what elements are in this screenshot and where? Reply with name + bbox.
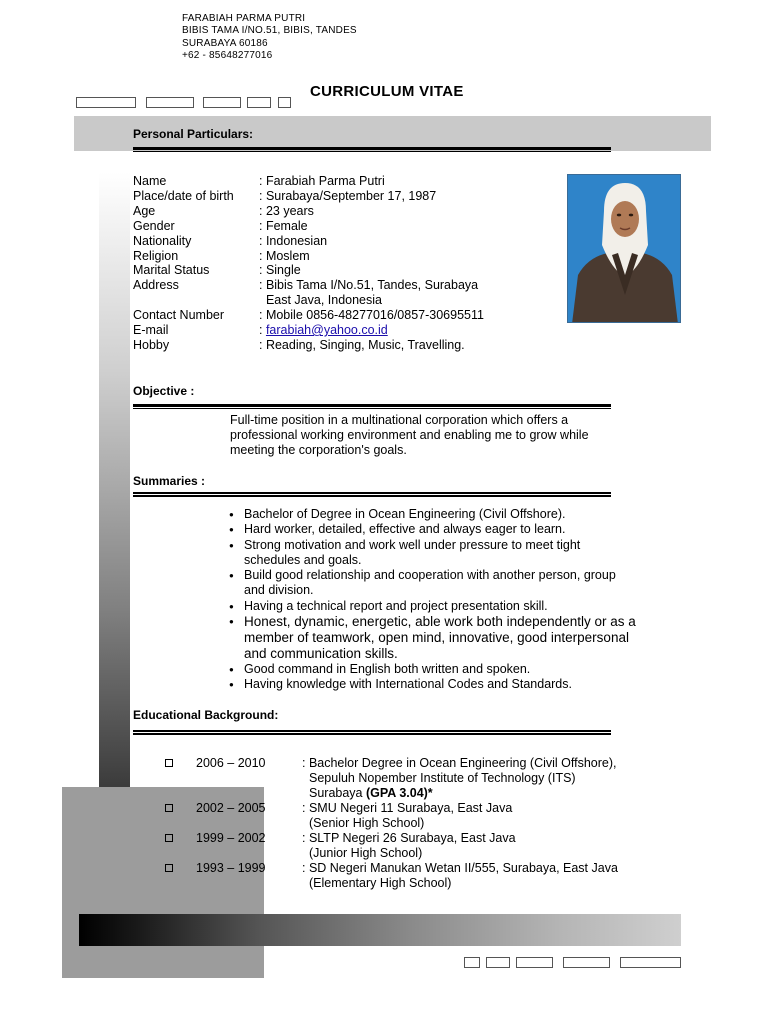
portrait-illustration: [568, 175, 681, 323]
decorative-box: [203, 97, 241, 108]
decorative-box: [464, 957, 480, 968]
detail-value: East Java, Indonesia: [259, 293, 382, 308]
detail-value: : Bibis Tama I/No.51, Tandes, Surabaya: [259, 278, 479, 293]
education-line: (Elementary High School): [309, 876, 452, 890]
education-detail: [302, 861, 642, 891]
detail-value: [259, 323, 388, 338]
detail-value: : Female: [259, 218, 308, 233]
address-line: BIBIS TAMA I/NO.51, BIBIS, TANDES: [182, 25, 357, 37]
address-line: FARABIAH PARMA PUTRI: [182, 13, 306, 24]
education-line: (Senior High School): [309, 816, 425, 830]
detail-row: [133, 174, 484, 189]
summary-item: ● Build good relationship and cooperation with another person, group and division.: [228, 568, 639, 599]
objective-section-title: Objective :: [133, 384, 195, 398]
decorative-box: [516, 957, 553, 968]
square-bullet-icon: [165, 801, 196, 831]
decorative-box: [76, 97, 136, 108]
detail-row: [133, 308, 484, 323]
summary-item: ● Hard worker, detailed, effective and always eager to learn.: [228, 522, 648, 537]
detail-row: [133, 234, 484, 249]
decorative-box: [620, 957, 681, 968]
detail-value: : Reading, Singing, Music, Travelling.: [259, 337, 465, 352]
detail-label: Age: [133, 203, 156, 218]
detail-row: [133, 263, 484, 278]
personal-details: [133, 174, 484, 353]
profile-photo: [567, 174, 681, 323]
decorative-box: [146, 97, 194, 108]
decorative-box: [278, 97, 291, 108]
summary-item: ● Bachelor of Degree in Ocean Engineering (Civil Offshore).: [228, 507, 648, 522]
education-line: : Bachelor Degree in Ocean Engineering (Civil Offshore),: [302, 756, 617, 770]
decorative-box: [247, 97, 271, 108]
detail-row: [133, 323, 484, 338]
email-link[interactable]: farabiah@yahoo.co.id: [265, 323, 388, 338]
horizontal-gradient-bar: [79, 914, 681, 946]
detail-value: : Mobile 0856-48277016/0857-30695511: [259, 308, 484, 323]
square-bullet-icon: [165, 831, 196, 861]
objective-text: [230, 413, 620, 458]
section-rule: [133, 730, 611, 735]
education-years: 1993 – 1999: [196, 861, 266, 875]
header-address: [182, 13, 357, 63]
education-line: : SLTP Negeri 26 Surabaya, East Java: [302, 831, 516, 845]
detail-row: [133, 249, 484, 264]
personal-section-title: Personal Particulars:: [133, 127, 254, 141]
summary-item: ● Honest, dynamic, energetic, able work both independently or as a member of teamwork, open mind, innovative, good interpersonal and communication skills.: [228, 614, 648, 662]
education-detail: [302, 831, 642, 861]
detail-label: Gender: [133, 218, 175, 233]
decorative-box: [486, 957, 510, 968]
detail-label: Religion: [133, 248, 179, 263]
education-line: : SD Negeri Manukan Wetan II/555, Surabaya, East Java: [302, 861, 618, 875]
square-bullet-icon: [165, 756, 196, 801]
address-line: SURABAYA 60186: [182, 37, 268, 49]
detail-value: : Single: [259, 263, 301, 278]
education-detail: [302, 801, 642, 831]
detail-label: Nationality: [133, 233, 192, 248]
detail-label: Place/date of birth: [133, 188, 234, 203]
section-rule: [133, 147, 611, 152]
summary-item: ● Strong motivation and work well under pressure to meet tight schedules and goals.: [228, 538, 594, 569]
education-detail: [302, 756, 642, 801]
detail-label: Marital Status: [133, 263, 210, 278]
objective-line: Full-time position in a multinational corporation which offers a: [230, 413, 569, 427]
detail-row: [133, 338, 484, 353]
summaries-list: [228, 507, 648, 693]
detail-value: : 23 years: [259, 203, 314, 218]
detail-value: : Surabaya/September 17, 1987: [259, 188, 437, 203]
summaries-section-title: Summaries :: [133, 474, 206, 488]
education-years: 2006 – 2010: [196, 756, 266, 770]
detail-row: [133, 219, 484, 234]
section-rule: [133, 404, 611, 409]
detail-label: [133, 293, 259, 308]
detail-label: Hobby: [133, 337, 170, 352]
summary-item: ● Having a technical report and project presentation skill.: [228, 599, 648, 614]
square-bullet-icon: [165, 861, 196, 891]
detail-row: [133, 278, 484, 293]
section-rule: [133, 492, 611, 497]
objective-line: meeting the corporation's goals.: [230, 443, 407, 457]
education-list: [165, 756, 642, 891]
detail-row: [133, 189, 484, 204]
detail-value: : Farabiah Parma Putri: [259, 174, 385, 188]
detail-label: Address: [133, 278, 179, 293]
email-prefix: :: [259, 323, 266, 338]
detail-row: [133, 293, 484, 308]
education-line: [302, 786, 642, 801]
detail-value: : Indonesian: [259, 233, 328, 248]
education-years: 2002 – 2005: [196, 801, 266, 815]
summary-item: ● Having knowledge with International Codes and Standards.: [228, 677, 648, 692]
gpa-value: (GPA 3.04)*: [365, 786, 433, 800]
education-section-title: Educational Background:: [133, 708, 279, 722]
education-line: Sepuluh Nopember Institute of Technology (ITS): [309, 771, 576, 785]
education-years: 1999 – 2002: [196, 831, 266, 845]
education-city: Surabaya: [309, 786, 366, 800]
detail-label: E-mail: [133, 323, 169, 338]
decorative-box: [563, 957, 610, 968]
address-line: +62 - 85648277016: [182, 50, 273, 62]
detail-label: Contact Number: [133, 308, 225, 323]
detail-row: [133, 204, 484, 219]
page-title: CURRICULUM VITAE: [310, 83, 464, 100]
education-line: : SMU Negeri 11 Surabaya, East Java: [302, 801, 513, 815]
education-entry: [165, 861, 642, 891]
summary-item: ● Good command in English both written and spoken.: [228, 662, 648, 677]
education-line: (Junior High School): [309, 846, 423, 860]
education-entry: [165, 756, 642, 801]
education-entry: [165, 801, 642, 831]
objective-line: professional working environment and enabling me to grow while: [230, 428, 589, 442]
detail-label: Name: [133, 174, 167, 188]
education-entry: [165, 831, 642, 861]
detail-value: : Moslem: [259, 248, 310, 263]
